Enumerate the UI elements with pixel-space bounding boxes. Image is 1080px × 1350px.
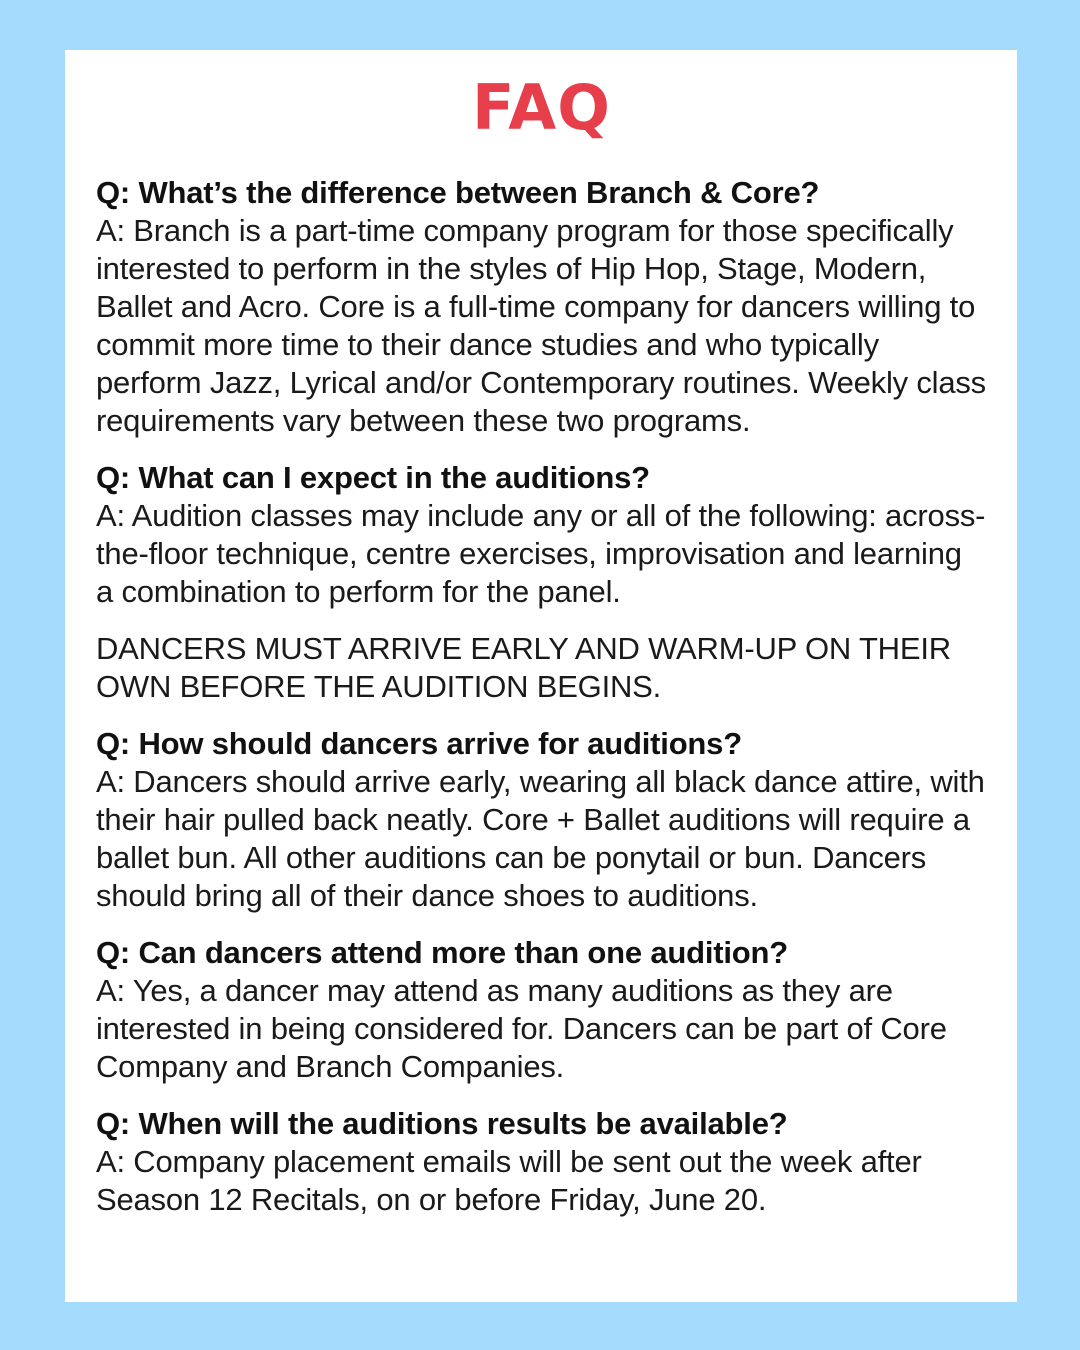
faq-question: Q: How should dancers arrive for auditions? [96,726,742,761]
warm-up-notice: DANCERS MUST ARRIVE EARLY AND WARM-UP ON THEIR OWN BEFORE THE AUDITION BEGINS. [96,631,951,704]
faq-item-branch-core [96,174,987,440]
faq-answer: A: Yes, a dancer may attend as many auditions as they are interested in being considered for. Dancers can be part of Core Company and Branch Companies. [96,973,947,1084]
faq-answer: A: Branch is a part-time company program for those specifically interested to perform in the styles of Hip Hop, Stage, Modern, Ballet and Acro. Core is a full-time company for dancers willing to commit more time to their dance studies and who typically perform Jazz, Lyrical and/or Contemporary routines. Weekly class requirements vary between these two programs. [96,213,986,438]
faq-card [65,50,1017,1302]
faq-answer: A: Dancers should arrive early, wearing all black dance attire, with their hair pulled back neatly. Core + Ballet auditions will require a ballet bun. All other auditions can be ponytail or bun. Dancers should bring all of their dance shoes to auditions. [96,764,985,913]
faq-item-arrive [96,725,987,915]
faq-question: Q: What’s the difference between Branch & Core? [96,175,820,210]
faq-question: Q: When will the auditions results be available? [96,1106,788,1141]
faq-item-multiple [96,934,987,1086]
faq-item-results [96,1105,987,1219]
faq-answer: A: Audition classes may include any or all of the following: across-the-floor technique, centre exercises, improvisation and learning a combination to perform for the panel. [96,498,986,609]
faq-question: Q: Can dancers attend more than one audition? [96,935,789,970]
faq-item-expect [96,459,987,611]
faq-answer: A: Company placement emails will be sent out the week after Season 12 Recitals, on or before Friday, June 20. [96,1144,922,1217]
faq-title: FAQ [472,71,611,144]
faq-list [96,174,987,1219]
faq-question: Q: What can I expect in the auditions? [96,460,650,495]
